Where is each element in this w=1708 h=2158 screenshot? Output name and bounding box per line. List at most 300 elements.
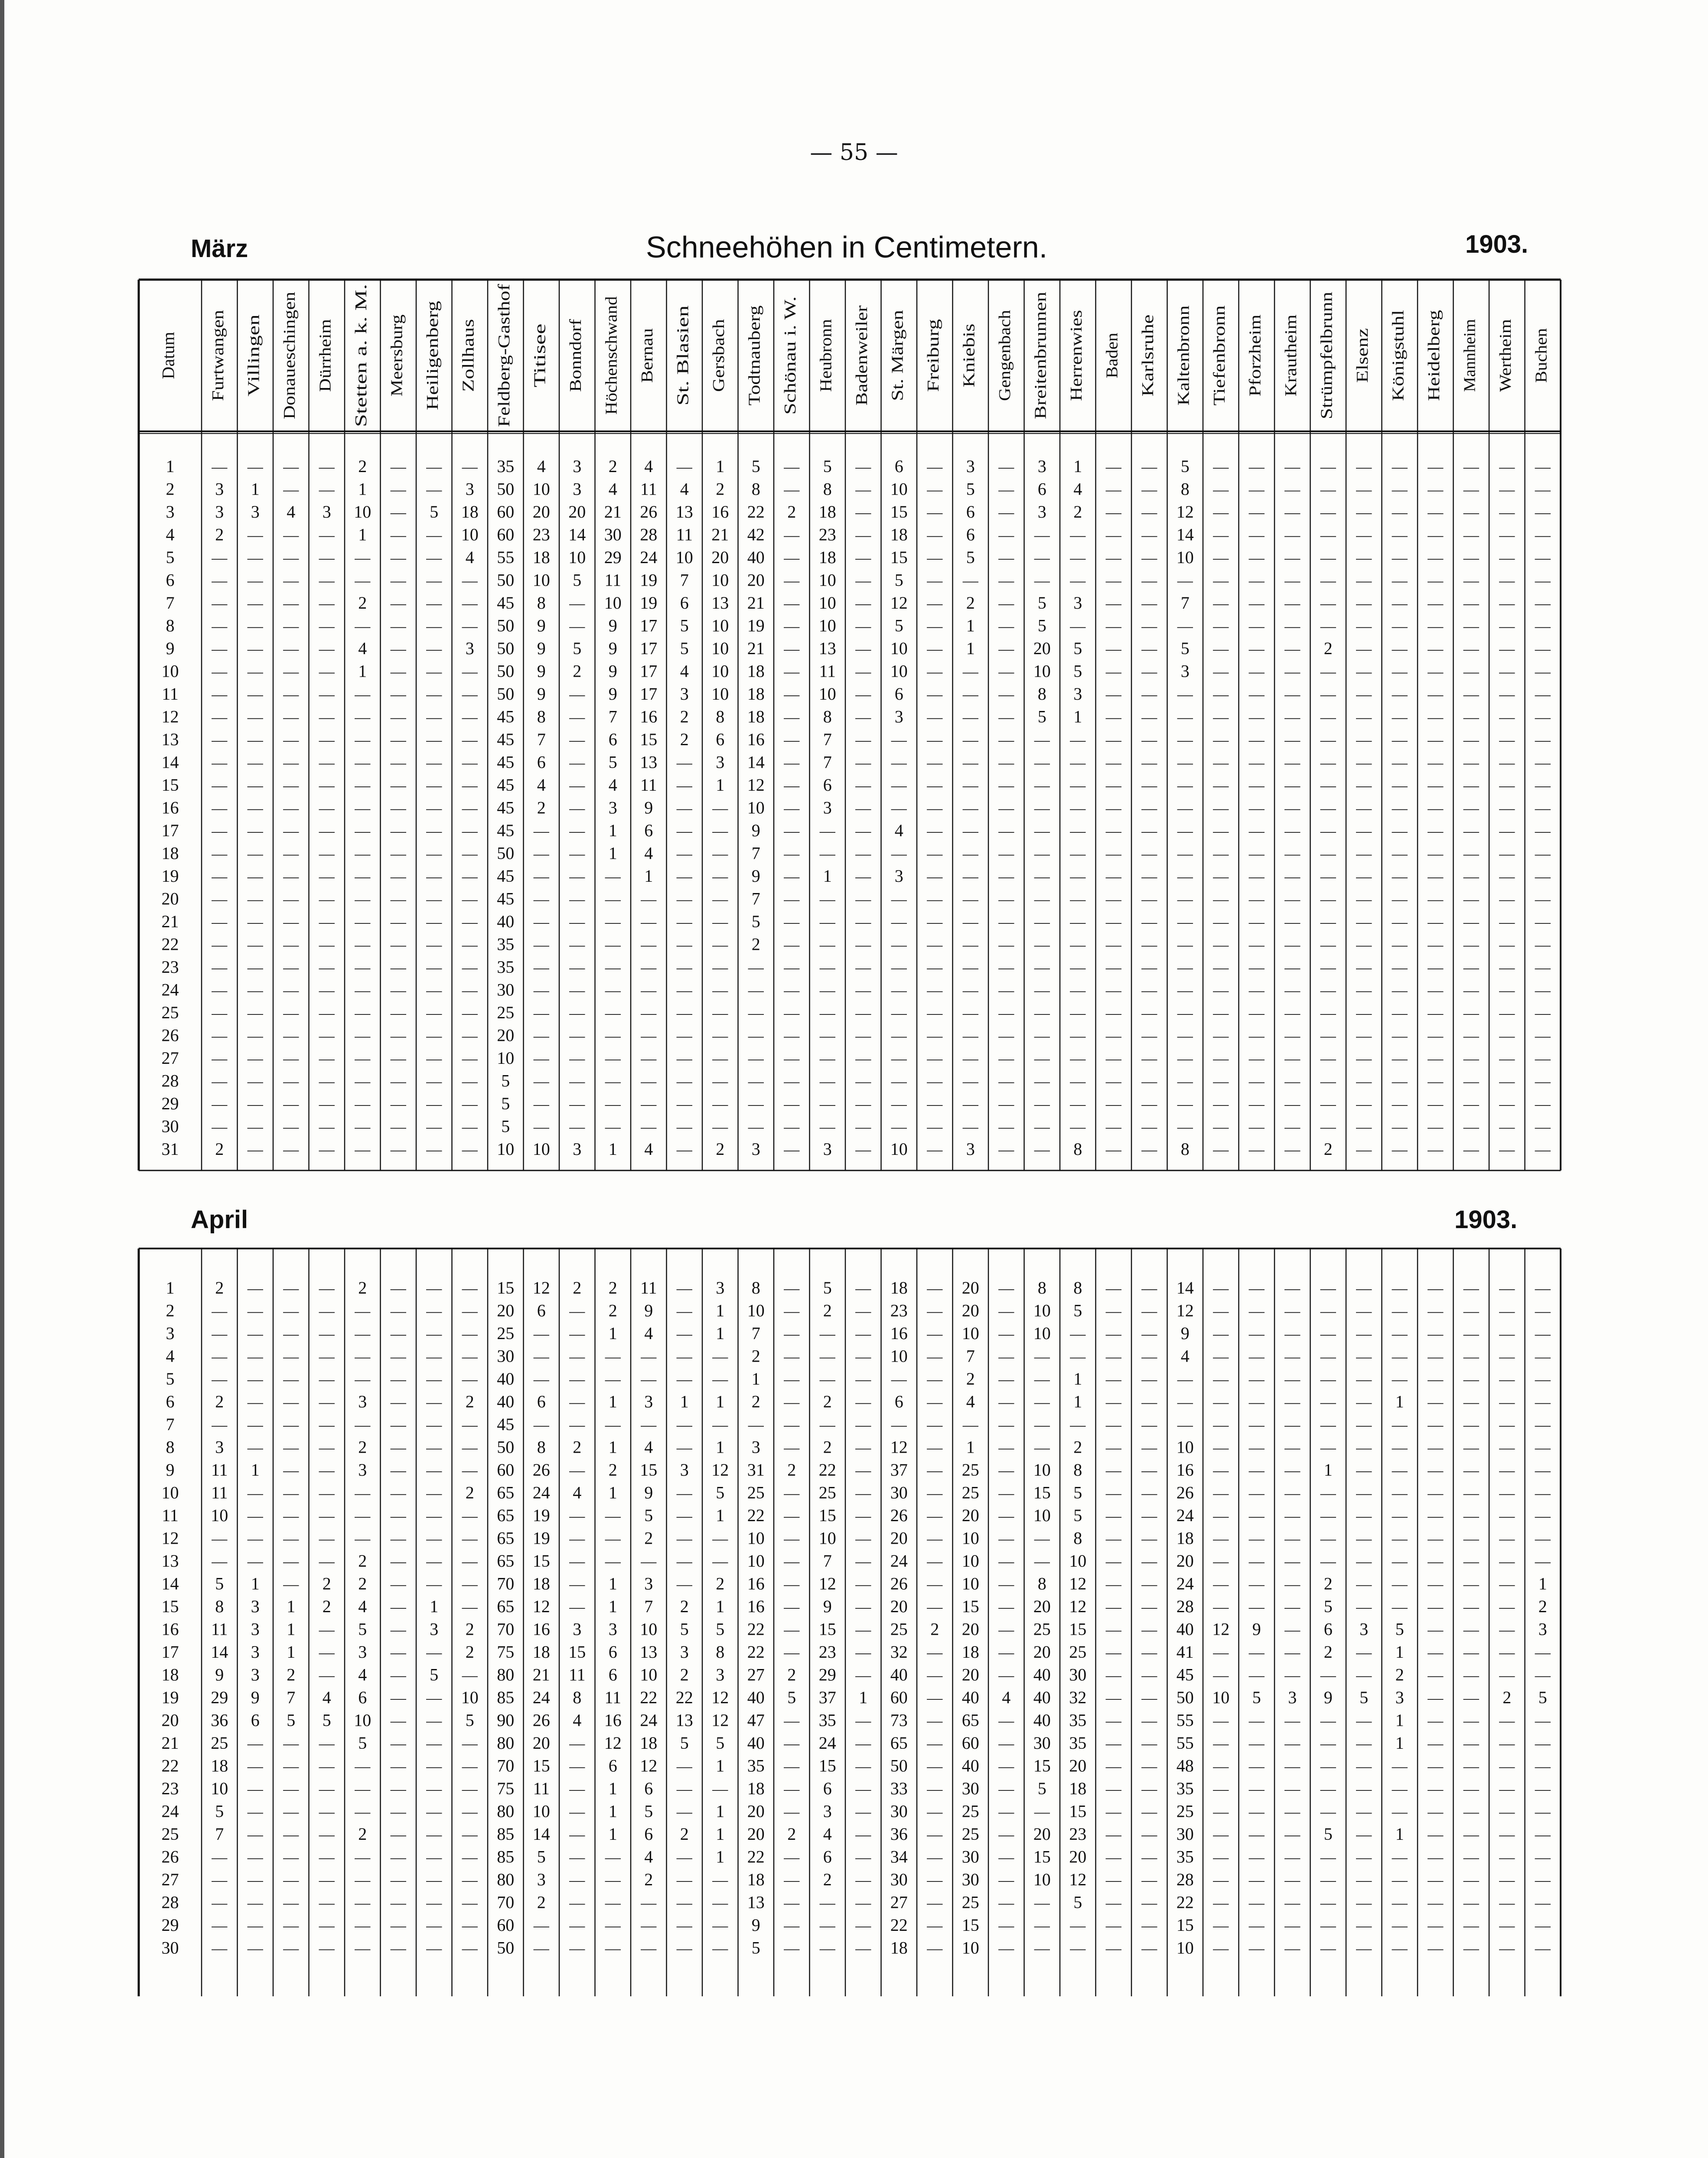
maerz-cell: — — [462, 867, 478, 885]
maerz-cell: 8 — [751, 479, 760, 499]
april-cell: — — [533, 1416, 549, 1434]
maerz-cell: — — [1463, 549, 1479, 567]
maerz-cell: — — [390, 822, 406, 840]
april-cell: — — [1320, 1370, 1336, 1388]
april-cell: 6 — [608, 1756, 617, 1776]
april-cell: — — [319, 1825, 335, 1843]
maerz-cell: — — [1105, 913, 1121, 931]
maerz-cell: — — [1141, 799, 1157, 817]
maerz-cell: — — [1320, 617, 1336, 635]
maerz-cell: — — [605, 936, 621, 953]
april-cell: 40 — [1033, 1710, 1051, 1730]
maerz-cell: 29 — [604, 548, 622, 567]
april-cell: 35 — [1069, 1733, 1087, 1753]
april-cell: 35 — [1176, 1779, 1194, 1799]
maerz-cell: — — [319, 822, 335, 840]
april-cell: — — [247, 1529, 263, 1547]
april-cell: — — [1105, 1370, 1121, 1388]
maerz-cell: — — [712, 1004, 728, 1022]
maerz-cell: — — [426, 958, 442, 976]
april-cell: — — [1105, 1620, 1121, 1638]
april-cell: — — [641, 1894, 657, 1911]
april-cell: — — [426, 1279, 442, 1297]
april-cell: — — [462, 1757, 478, 1775]
april-cell: — — [927, 1711, 943, 1729]
april-cell: — — [390, 1552, 406, 1570]
maerz-cell: — — [1070, 1095, 1086, 1113]
maerz-cell: — — [819, 1118, 835, 1135]
maerz-cell: — — [1213, 822, 1229, 840]
april-cell: 3 — [358, 1460, 367, 1480]
maerz-cell: — — [212, 1118, 228, 1135]
maerz-cell: 20 — [568, 502, 586, 522]
april-cell: — — [319, 1552, 335, 1570]
maerz-cell: — — [1034, 731, 1050, 749]
maerz-cell: — — [1248, 526, 1265, 544]
maerz-cell: — — [676, 753, 692, 771]
maerz-cell: — — [426, 617, 442, 635]
maerz-cell: — — [1284, 1027, 1301, 1044]
maerz-cell: 20 — [711, 548, 729, 567]
april-cell: — — [1320, 1529, 1336, 1547]
maerz-cell: — — [247, 549, 263, 567]
maerz-cell: — — [1177, 890, 1193, 908]
april-cell: — — [1141, 1325, 1157, 1343]
maerz-cell: — — [676, 844, 692, 862]
maerz-cell: — — [927, 753, 943, 771]
maerz-cell: 6 — [894, 684, 903, 704]
maerz-cell: — — [426, 1004, 442, 1022]
maerz-cell: — — [1428, 571, 1444, 589]
april-cell: — — [1535, 1871, 1551, 1889]
april-cell: 5 — [322, 1710, 331, 1730]
april-cell: 2 — [751, 1346, 760, 1366]
maerz-cell: — — [1535, 571, 1551, 589]
april-cell: 20 — [1069, 1847, 1087, 1867]
maerz-cell: — — [1177, 571, 1193, 589]
april-cell: — — [1284, 1917, 1301, 1934]
maerz-cell: — — [712, 844, 728, 862]
maerz-cell: — — [891, 890, 907, 908]
maerz-cell: — — [1535, 549, 1551, 567]
april-cell: 5 — [787, 1688, 796, 1708]
april-cell: — — [1284, 1575, 1301, 1593]
maerz-cell: 21 — [747, 593, 765, 613]
maerz-cell: — — [426, 1118, 442, 1135]
maerz-cell: — — [1141, 753, 1157, 771]
maerz-cell: — — [1034, 526, 1050, 544]
maerz-cell: — — [1141, 981, 1157, 999]
april-cell: — — [927, 1347, 943, 1365]
maerz-cell: — — [676, 1072, 692, 1090]
maerz-cell: 3 — [573, 456, 582, 476]
maerz-cell: — — [998, 480, 1014, 498]
april-cell: — — [1463, 1620, 1479, 1638]
april-cell: 80 — [497, 1801, 515, 1821]
april-cell: — — [426, 1575, 442, 1593]
maerz-cell: — — [390, 1095, 406, 1113]
april-cell: 6 — [251, 1710, 260, 1730]
maerz-day-label: 8 — [166, 616, 175, 636]
april-cell: — — [462, 1279, 478, 1297]
maerz-cell: — — [1392, 822, 1408, 840]
april-day-label: 23 — [161, 1779, 179, 1799]
maerz-cell: 5 — [501, 1071, 510, 1091]
april-cell: — — [247, 1757, 263, 1775]
maerz-cell: — — [1392, 1027, 1408, 1044]
maerz-cell: — — [355, 549, 371, 567]
maerz-cell: — — [390, 844, 406, 862]
april-cell: 5 — [537, 1847, 546, 1867]
april-cell: 12 — [711, 1688, 729, 1708]
april-cell: — — [247, 1302, 263, 1320]
maerz-cell: — — [819, 936, 835, 953]
maerz-cell: — — [319, 913, 335, 931]
maerz-cell: — — [462, 1095, 478, 1113]
april-cell: — — [1463, 1529, 1479, 1547]
maerz-cell: — — [855, 640, 871, 658]
april-cell: — — [1284, 1507, 1301, 1525]
april-cell: 47 — [747, 1710, 765, 1730]
maerz-cell: — — [891, 1072, 907, 1090]
maerz-cell: — — [1392, 958, 1408, 976]
maerz-cell: 10 — [354, 502, 372, 522]
maerz-cell: — — [390, 526, 406, 544]
april-cell: — — [390, 1848, 406, 1866]
maerz-cell: — — [1356, 571, 1372, 589]
april-cell: 15 — [1033, 1483, 1051, 1503]
april-cell: — — [676, 1507, 692, 1525]
month-label-maerz: März — [191, 235, 248, 263]
maerz-cell: 7 — [823, 752, 832, 772]
april-day-label: 12 — [161, 1528, 179, 1548]
april-cell: 13 — [640, 1642, 658, 1662]
april-cell: — — [962, 1416, 978, 1434]
maerz-cell: — — [355, 1072, 371, 1090]
april-cell: — — [569, 1894, 585, 1911]
station-header: Bonndorf — [566, 329, 585, 392]
maerz-cell: 50 — [497, 661, 515, 681]
maerz-cell: 42 — [747, 525, 765, 544]
april-day-label: 29 — [161, 1915, 179, 1935]
maerz-cell: 18 — [532, 548, 550, 567]
maerz-cell: — — [712, 1072, 728, 1090]
april-cell: — — [426, 1438, 442, 1456]
maerz-cell: — — [1284, 617, 1301, 635]
station-header: Kaltenbronn — [1174, 323, 1193, 406]
april-cell: — — [1213, 1734, 1229, 1752]
maerz-cell: 14 — [1176, 525, 1194, 544]
maerz-cell: — — [1535, 958, 1551, 976]
april-cell: — — [462, 1598, 478, 1616]
april-cell: — — [355, 1780, 371, 1798]
maerz-cell: — — [784, 662, 800, 680]
maerz-cell: — — [1320, 571, 1336, 589]
april-cell: — — [1463, 1689, 1479, 1707]
maerz-cell: — — [819, 981, 835, 999]
maerz-cell: 5 — [1180, 639, 1190, 658]
april-cell: — — [1535, 1552, 1551, 1570]
april-cell: — — [1535, 1484, 1551, 1502]
maerz-cell: 2 — [608, 456, 617, 476]
maerz-cell: — — [1356, 503, 1372, 521]
april-cell: — — [1105, 1734, 1121, 1752]
april-cell: — — [462, 1575, 478, 1593]
april-cell: — — [355, 1484, 371, 1502]
maerz-cell: 18 — [818, 502, 836, 522]
april-cell: 1 — [716, 1323, 725, 1343]
maerz-cell: — — [319, 958, 335, 976]
april-cell: — — [462, 1370, 478, 1388]
station-header: Wertheim — [1496, 327, 1515, 392]
maerz-cell: — — [390, 867, 406, 885]
april-cell: 2 — [465, 1642, 474, 1662]
april-cell: 70 — [497, 1892, 515, 1912]
april-cell: — — [1248, 1643, 1265, 1661]
maerz-cell: — — [212, 1050, 228, 1067]
april-cell: — — [998, 1484, 1014, 1502]
maerz-cell: — — [855, 685, 871, 703]
maerz-cell: — — [1141, 617, 1157, 635]
maerz-cell: 4 — [680, 661, 689, 681]
maerz-cell: — — [1213, 913, 1229, 931]
maerz-cell: — — [390, 617, 406, 635]
maerz-cell: — — [819, 1095, 835, 1113]
april-cell: 16 — [890, 1323, 908, 1343]
april-cell: 3 — [716, 1278, 725, 1298]
maerz-cell: — — [1428, 958, 1444, 976]
april-cell: — — [1535, 1894, 1551, 1911]
april-cell: — — [784, 1598, 800, 1616]
maerz-cell: — — [1535, 1095, 1551, 1113]
maerz-cell: — — [1284, 822, 1301, 840]
april-day-label: 27 — [161, 1870, 179, 1890]
maerz-cell: — — [784, 867, 800, 885]
april-cell: — — [1356, 1757, 1372, 1775]
april-cell: 3 — [537, 1870, 546, 1890]
maerz-cell: — — [1428, 1027, 1444, 1044]
maerz-cell: — — [1248, 981, 1265, 999]
maerz-cell: 2 — [680, 707, 689, 727]
maerz-cell: — — [855, 708, 871, 726]
maerz-cell: — — [1356, 890, 1372, 908]
maerz-cell: — — [1284, 913, 1301, 931]
april-cell: — — [1105, 1529, 1121, 1547]
maerz-cell: — — [891, 1095, 907, 1113]
maerz-cell: — — [1535, 685, 1551, 703]
maerz-cell: 10 — [532, 1139, 550, 1159]
maerz-cell: — — [1248, 890, 1265, 908]
april-cell: 2 — [787, 1824, 796, 1844]
maerz-cell: 10 — [818, 570, 836, 590]
april-cell: — — [1428, 1507, 1444, 1525]
april-cell: 7 — [644, 1597, 653, 1617]
april-cell: 1 — [716, 1437, 725, 1457]
maerz-cell: — — [712, 936, 728, 953]
april-cell: 2 — [930, 1619, 939, 1639]
april-cell: — — [247, 1734, 263, 1752]
maerz-cell: — — [1070, 1118, 1086, 1135]
maerz-cell: 3 — [1073, 593, 1082, 613]
maerz-cell: — — [748, 1004, 764, 1022]
maerz-cell: — — [1356, 685, 1372, 703]
april-cell: — — [676, 1575, 692, 1593]
april-cell: 55 — [1176, 1733, 1194, 1753]
april-cell: — — [1428, 1620, 1444, 1638]
april-cell: — — [1356, 1939, 1372, 1957]
maerz-cell: — — [1320, 913, 1336, 931]
april-cell: — — [1284, 1598, 1301, 1616]
maerz-cell: — — [1177, 708, 1193, 726]
maerz-cell: — — [390, 571, 406, 589]
april-cell: — — [283, 1347, 299, 1365]
april-cell: 50 — [1176, 1688, 1194, 1708]
april-cell: — — [1463, 1711, 1479, 1729]
april-cell: — — [1535, 1416, 1551, 1434]
maerz-cell: — — [1535, 799, 1551, 817]
maerz-cell: — — [927, 480, 943, 498]
maerz-cell: — — [319, 1004, 335, 1022]
april-cell: — — [1034, 1894, 1050, 1911]
maerz-cell: 10 — [497, 1048, 515, 1068]
maerz-cell: — — [1141, 913, 1157, 931]
april-cell: 5 — [215, 1801, 224, 1821]
station-header: Schönau i. W. — [781, 323, 799, 415]
april-cell: — — [1248, 1461, 1265, 1479]
maerz-cell: 3 — [465, 479, 474, 499]
maerz-cell: — — [891, 776, 907, 794]
maerz-cell: — — [712, 822, 728, 840]
maerz-cell: — — [784, 526, 800, 544]
maerz-cell: — — [855, 867, 871, 885]
april-cell: — — [462, 1507, 478, 1525]
april-cell: — — [1499, 1848, 1515, 1866]
maerz-cell: — — [1392, 1141, 1408, 1158]
april-cell: — — [212, 1917, 228, 1934]
maerz-cell: — — [1141, 1072, 1157, 1090]
april-cell: — — [355, 1507, 371, 1525]
maerz-cell: — — [1284, 799, 1301, 817]
maerz-cell: — — [533, 1095, 549, 1113]
maerz-cell: — — [927, 1072, 943, 1090]
maerz-cell: — — [1248, 731, 1265, 749]
april-cell: 16 — [1176, 1460, 1194, 1480]
maerz-cell: — — [1392, 503, 1408, 521]
april-cell: 12 — [640, 1756, 658, 1776]
april-cell: — — [819, 1917, 835, 1934]
april-day-label: 18 — [161, 1665, 179, 1685]
april-cell: 70 — [497, 1619, 515, 1639]
maerz-cell: — — [784, 640, 800, 658]
maerz-cell: — — [998, 1027, 1014, 1044]
april-cell: 11 — [568, 1665, 586, 1685]
april-cell: 3 — [215, 1437, 224, 1457]
maerz-cell: — — [1356, 1027, 1372, 1044]
maerz-cell: — — [1105, 571, 1121, 589]
april-cell: — — [1248, 1757, 1265, 1775]
april-cell: — — [784, 1393, 800, 1411]
maerz-cell: — — [819, 958, 835, 976]
maerz-cell: — — [319, 844, 335, 862]
april-cell: — — [390, 1438, 406, 1456]
april-cell: — — [1463, 1416, 1479, 1434]
april-cell: — — [319, 1620, 335, 1638]
april-cell: — — [1356, 1507, 1372, 1525]
april-cell: — — [1141, 1416, 1157, 1434]
april-cell: — — [891, 1370, 907, 1388]
april-cell: — — [819, 1939, 835, 1957]
maerz-cell: — — [1499, 503, 1515, 521]
april-cell: — — [1463, 1894, 1479, 1911]
april-cell: — — [1320, 1666, 1336, 1684]
maerz-cell: — — [1284, 776, 1301, 794]
maerz-cell: 45 — [497, 593, 515, 613]
april-cell: 22 — [675, 1688, 693, 1708]
maerz-cell: 3 — [573, 1139, 582, 1159]
april-cell: 40 — [1033, 1665, 1051, 1685]
april-cell: 3 — [358, 1392, 367, 1412]
april-cell: — — [283, 1416, 299, 1434]
maerz-cell: — — [1105, 617, 1121, 635]
maerz-cell: — — [1141, 503, 1157, 521]
april-day-label: 8 — [166, 1437, 175, 1457]
maerz-cell: — — [1284, 685, 1301, 703]
maerz-cell: 3 — [1073, 684, 1082, 704]
maerz-cell: — — [1213, 981, 1229, 999]
maerz-cell: — — [1356, 458, 1372, 476]
maerz-cell: 10 — [675, 548, 693, 567]
april-cell: — — [676, 1325, 692, 1343]
april-cell: — — [319, 1438, 335, 1456]
april-cell: — — [319, 1279, 335, 1297]
maerz-cell: — — [1105, 1118, 1121, 1135]
maerz-cell: — — [426, 526, 442, 544]
april-cell: 3 — [716, 1665, 725, 1685]
april-cell: — — [1428, 1438, 1444, 1456]
maerz-cell: — — [390, 1050, 406, 1067]
april-cell: 7 — [751, 1323, 760, 1343]
april-cell: — — [927, 1575, 943, 1593]
maerz-cell: — — [784, 480, 800, 498]
maerz-cell: — — [212, 708, 228, 726]
april-cell: — — [462, 1529, 478, 1547]
maerz-cell: — — [784, 731, 800, 749]
maerz-cell: 4 — [644, 1139, 653, 1159]
maerz-cell: — — [1177, 753, 1193, 771]
maerz-cell: — — [319, 526, 335, 544]
april-cell: — — [1535, 1734, 1551, 1752]
april-cell: 37 — [890, 1460, 908, 1480]
april-cell: 10 — [1176, 1437, 1194, 1457]
maerz-cell: — — [1320, 1072, 1336, 1090]
maerz-cell: — — [784, 549, 800, 567]
maerz-cell: — — [212, 1004, 228, 1022]
maerz-cell: — — [283, 1027, 299, 1044]
maerz-cell: 45 — [497, 775, 515, 795]
maerz-cell: — — [247, 594, 263, 612]
april-cell: — — [676, 1939, 692, 1957]
maerz-cell: — — [1320, 731, 1336, 749]
maerz-cell: — — [1499, 1027, 1515, 1044]
april-cell: — — [676, 1484, 692, 1502]
april-cell: — — [1428, 1461, 1444, 1479]
april-cell: 3 — [251, 1665, 260, 1685]
april-cell: — — [676, 1894, 692, 1911]
maerz-cell: — — [1248, 1072, 1265, 1090]
maerz-cell: 45 — [497, 798, 515, 818]
maerz-cell: — — [1034, 822, 1050, 840]
april-cell: 2 — [573, 1278, 582, 1298]
